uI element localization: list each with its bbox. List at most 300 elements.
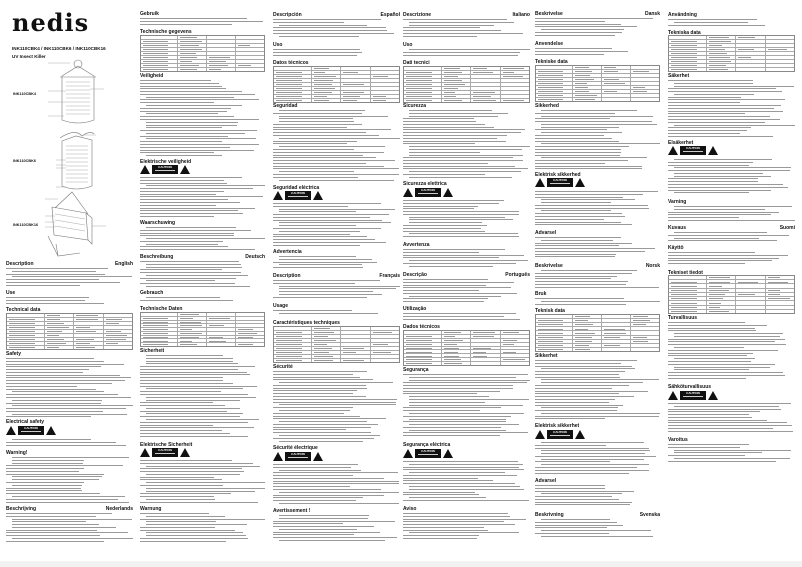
caution-label-box	[415, 449, 441, 458]
technical-data-table	[668, 275, 795, 314]
table-cell	[206, 68, 235, 71]
text-line	[140, 383, 233, 384]
text-line	[146, 125, 237, 126]
body-text-block	[140, 513, 265, 546]
text-line	[409, 222, 482, 223]
cell-text	[575, 341, 592, 342]
table-cell	[44, 334, 73, 337]
cell-text	[314, 84, 332, 85]
text-line	[140, 144, 259, 145]
table-row	[536, 89, 659, 93]
text-line	[273, 393, 353, 394]
table-row	[7, 329, 132, 333]
text-line	[409, 233, 518, 234]
caution-warning-graphic	[535, 429, 585, 440]
table-row	[141, 323, 264, 327]
text-line	[146, 524, 247, 525]
text-line	[279, 225, 356, 226]
cell-text	[768, 49, 787, 50]
cell-text	[444, 68, 461, 69]
text-line	[279, 518, 368, 519]
text-line	[668, 113, 745, 114]
caution-subtext	[550, 435, 570, 436]
table-row	[536, 73, 659, 77]
table-cell	[274, 359, 311, 362]
table-row	[141, 313, 264, 316]
cell-text	[343, 92, 363, 93]
text-line	[273, 432, 371, 433]
section-heading	[668, 199, 795, 205]
text-line	[140, 278, 236, 279]
table-cell	[340, 327, 369, 330]
text-line	[674, 176, 771, 177]
text-line	[273, 217, 370, 218]
cell-text	[314, 332, 334, 333]
cell-text	[143, 344, 168, 345]
text-line	[535, 470, 649, 471]
cell-text	[444, 363, 462, 364]
text-line	[6, 394, 118, 395]
text-line	[409, 266, 493, 267]
text-line	[279, 421, 367, 422]
text-line	[273, 49, 360, 50]
table-cell	[311, 335, 340, 338]
table-cell	[572, 327, 601, 330]
table-cell	[500, 343, 529, 346]
section-title: Kuvaus	[668, 225, 687, 231]
section-heading	[403, 103, 530, 109]
text-line	[541, 382, 643, 383]
text-line	[140, 191, 224, 192]
caution-label: CAUTION	[421, 449, 435, 453]
text-line	[6, 532, 128, 533]
text-line	[409, 399, 529, 400]
section-title: Turvallisuus	[668, 315, 698, 321]
text-line	[535, 224, 632, 225]
text-line	[403, 203, 499, 204]
cell-text	[709, 311, 729, 312]
table-row	[274, 338, 399, 342]
manual-column-6	[668, 0, 795, 567]
text-line	[12, 271, 96, 272]
technical-data-table	[668, 35, 795, 72]
text-line	[535, 473, 629, 474]
table-cell	[311, 87, 340, 90]
caution-label-box	[152, 165, 178, 174]
cell-text	[503, 340, 517, 341]
cell-text	[709, 290, 730, 291]
table-cell	[669, 60, 706, 63]
warning-triangle-icon	[6, 426, 16, 435]
table-cell	[441, 91, 470, 94]
body-text-block	[403, 374, 530, 441]
text-line	[6, 358, 94, 359]
text-line	[674, 125, 795, 126]
caution-warning-graphic	[6, 425, 56, 436]
text-line	[403, 124, 485, 125]
table-cell	[601, 70, 630, 73]
text-line	[668, 102, 740, 103]
table-cell	[73, 326, 102, 329]
text-line	[6, 383, 112, 384]
body-text-block	[6, 297, 133, 307]
table-row	[141, 47, 264, 51]
section-title: Beskrivning	[535, 512, 564, 518]
caution-subtext	[418, 454, 438, 455]
text-line	[403, 382, 527, 383]
text-line	[140, 86, 222, 87]
text-line	[403, 290, 479, 291]
text-line	[140, 180, 224, 181]
table-cell	[470, 339, 499, 342]
caution-label-box	[547, 178, 573, 187]
table-cell	[103, 334, 132, 337]
text-line	[409, 217, 505, 218]
text-line	[273, 310, 352, 311]
text-line	[668, 217, 739, 218]
text-line	[6, 482, 84, 483]
table-cell	[340, 351, 369, 354]
table-cell	[630, 78, 659, 81]
table-cell	[735, 301, 764, 304]
table-cell	[470, 91, 499, 94]
cell-text	[373, 344, 388, 345]
table-cell	[536, 336, 572, 339]
text-line	[535, 18, 653, 19]
text-line	[6, 300, 85, 301]
text-line	[668, 364, 775, 365]
model-label-cbk4: INK110CBK4	[13, 92, 37, 96]
table-cell	[765, 306, 794, 309]
table-cell	[441, 362, 470, 365]
section-title: Description	[6, 261, 34, 267]
table-cell	[669, 293, 706, 296]
text-line	[403, 163, 488, 164]
cell-text	[709, 65, 726, 66]
text-line	[535, 160, 628, 161]
table-row	[669, 47, 794, 51]
section-title: Tekniske data	[535, 59, 568, 65]
text-line	[6, 375, 120, 376]
section-title: Tekniska data	[668, 30, 701, 36]
section-heading	[273, 249, 400, 255]
text-line	[535, 298, 624, 299]
text-line	[668, 375, 785, 376]
table-cell	[340, 71, 369, 74]
cell-text	[47, 331, 62, 332]
cell-text	[671, 61, 697, 62]
text-line	[140, 208, 255, 209]
text-line	[6, 490, 82, 491]
table-cell	[235, 332, 264, 335]
text-line	[403, 530, 488, 531]
cell-text	[106, 331, 121, 332]
text-line	[668, 170, 790, 171]
table-cell	[441, 83, 470, 86]
text-line	[668, 431, 793, 432]
section-heading	[140, 348, 265, 354]
text-line	[403, 298, 488, 299]
table-cell	[141, 64, 177, 67]
table-row	[536, 77, 659, 81]
text-line	[140, 427, 254, 428]
cell-text	[538, 329, 563, 330]
cell-text	[444, 356, 459, 357]
text-line	[535, 35, 615, 36]
table-cell	[370, 75, 399, 78]
table-row	[669, 63, 794, 67]
cell-text	[538, 345, 563, 346]
text-line	[535, 194, 643, 195]
cell-text	[671, 290, 697, 291]
cell-text	[143, 69, 168, 70]
text-line	[535, 251, 645, 252]
text-line	[273, 124, 362, 125]
text-line	[140, 249, 255, 250]
caution-subtext	[288, 457, 308, 458]
text-line	[140, 230, 251, 231]
table-cell	[706, 280, 735, 283]
table-cell	[311, 331, 340, 334]
table-cell	[73, 342, 102, 345]
table-cell	[601, 348, 630, 351]
table-cell	[73, 330, 102, 333]
caution-label-box	[285, 191, 311, 200]
section-heading	[668, 12, 795, 18]
text-line	[535, 402, 609, 403]
section-title: Varoitus	[668, 437, 688, 443]
cell-text	[575, 67, 588, 68]
table-cell	[706, 306, 735, 309]
text-line	[279, 410, 350, 411]
section-heading	[535, 11, 660, 17]
section-title: Seguridad	[273, 103, 298, 109]
text-line	[535, 141, 619, 142]
text-line	[535, 205, 648, 206]
text-line	[403, 461, 518, 462]
cell-text	[209, 325, 224, 326]
text-line	[12, 521, 86, 522]
cell-text	[143, 325, 168, 326]
text-line	[403, 236, 519, 237]
table-cell	[177, 324, 206, 327]
text-line	[273, 245, 360, 246]
cell-text	[538, 83, 563, 84]
text-line	[12, 391, 104, 392]
caution-label: CAUTION	[24, 426, 38, 430]
cell-text	[343, 352, 356, 353]
caution-subtext	[550, 183, 570, 184]
section-heading	[273, 273, 400, 279]
table-cell	[340, 339, 369, 342]
table-cell	[206, 317, 235, 320]
section-title: Warning!	[6, 450, 28, 456]
language-label: Nederlands	[105, 506, 133, 512]
cell-text	[406, 88, 432, 89]
section-title: Technische Daten	[140, 306, 183, 312]
table-cell	[706, 48, 735, 51]
body-text-block	[6, 268, 133, 290]
text-line	[140, 102, 214, 103]
cell-text	[473, 332, 494, 333]
text-line	[403, 27, 480, 28]
section-heading	[6, 290, 133, 296]
table-cell	[500, 91, 529, 94]
cell-text	[503, 344, 515, 345]
text-line	[140, 463, 253, 464]
text-line	[140, 468, 242, 469]
text-line	[668, 181, 758, 182]
section-title: Datos técnicos	[273, 60, 309, 66]
table-cell	[44, 322, 73, 325]
table-cell	[206, 40, 235, 43]
table-cell	[235, 317, 264, 320]
cell-text	[373, 352, 392, 353]
table-cell	[177, 60, 206, 63]
section-title: Sicurezza	[403, 103, 427, 109]
body-text-block	[668, 403, 795, 436]
text-line	[6, 465, 123, 466]
text-line	[409, 396, 489, 397]
text-line	[273, 19, 381, 20]
table-cell	[311, 351, 340, 354]
cell-text	[633, 324, 646, 325]
table-cell	[765, 301, 794, 304]
text-line	[273, 424, 378, 425]
text-line	[403, 407, 501, 408]
cell-text	[180, 333, 202, 334]
table-cell	[601, 336, 630, 339]
text-line	[12, 538, 133, 539]
text-line	[668, 350, 778, 351]
text-line	[535, 504, 630, 505]
cell-text	[709, 307, 720, 308]
cell-text	[604, 337, 620, 338]
text-line	[146, 185, 265, 186]
table-cell	[404, 362, 441, 365]
table-cell	[206, 44, 235, 47]
text-line	[146, 466, 260, 467]
body-text-block	[668, 19, 795, 29]
table-cell	[765, 56, 794, 59]
text-line	[140, 411, 227, 412]
technical-data-table	[535, 65, 660, 102]
text-line	[535, 374, 619, 375]
text-line	[668, 353, 753, 354]
cell-text	[406, 352, 432, 353]
table-cell	[601, 344, 630, 347]
text-line	[535, 533, 609, 534]
table-row	[141, 320, 264, 324]
text-line	[668, 184, 783, 185]
table-row	[404, 98, 529, 102]
text-line	[674, 192, 749, 193]
text-line	[668, 330, 756, 331]
table-cell	[536, 331, 572, 334]
text-line	[140, 513, 209, 514]
text-line	[140, 136, 228, 137]
cell-text	[444, 92, 456, 93]
table-cell	[441, 347, 470, 350]
section-title: Elsäkerhet	[668, 140, 694, 146]
table-cell	[206, 321, 235, 324]
text-line	[140, 94, 255, 95]
table-row	[404, 86, 529, 90]
caution-subtext	[21, 431, 41, 432]
text-line	[668, 420, 767, 421]
text-line	[403, 421, 506, 422]
table-cell	[470, 95, 499, 98]
table-cell	[404, 67, 441, 70]
table-cell	[669, 64, 706, 67]
table-cell	[311, 71, 340, 74]
cell-text	[47, 343, 66, 344]
text-line	[541, 368, 635, 369]
text-line	[535, 366, 632, 367]
table-cell	[630, 348, 659, 351]
section-heading	[273, 12, 400, 18]
section-title: Caractéristiques techniques	[273, 320, 340, 326]
text-line	[668, 136, 773, 137]
table-row	[141, 63, 264, 67]
table-cell	[206, 48, 235, 51]
body-text-block	[535, 18, 660, 40]
cell-text	[633, 337, 647, 338]
table-row	[536, 318, 659, 322]
text-line	[273, 416, 360, 417]
table-cell	[765, 40, 794, 43]
text-line	[273, 500, 356, 501]
text-line	[541, 202, 611, 203]
table-cell	[235, 56, 264, 59]
text-line	[409, 155, 523, 156]
table-row	[669, 309, 794, 313]
cell-text	[314, 348, 332, 349]
table-cell	[274, 87, 311, 90]
table-cell	[235, 339, 264, 342]
table-row	[404, 334, 529, 338]
product-subtitle: UV Insect Killer	[12, 54, 46, 59]
caution-warning-graphic	[403, 448, 453, 459]
text-line	[409, 489, 524, 490]
table-cell	[73, 346, 102, 349]
cell-text	[575, 333, 595, 334]
table-cell	[235, 321, 264, 324]
cell-text	[143, 53, 168, 54]
text-line	[140, 91, 242, 92]
cell-text	[575, 329, 587, 330]
body-text-block	[535, 442, 660, 477]
table-cell	[7, 330, 44, 333]
text-line	[273, 532, 380, 533]
table-row	[274, 327, 399, 330]
table-cell	[404, 358, 441, 361]
text-line	[403, 416, 511, 417]
warning-triangle-icon	[180, 448, 190, 457]
section-heading	[403, 367, 530, 373]
text-line	[403, 492, 475, 493]
table-cell	[735, 280, 764, 283]
cell-text	[604, 71, 618, 72]
text-line	[541, 450, 650, 451]
text-line	[535, 467, 637, 468]
manual-column-3	[273, 0, 400, 567]
table-row	[141, 327, 264, 331]
table-row	[274, 67, 399, 70]
text-line	[535, 32, 622, 33]
section-heading	[535, 291, 660, 297]
text-line	[535, 208, 649, 209]
